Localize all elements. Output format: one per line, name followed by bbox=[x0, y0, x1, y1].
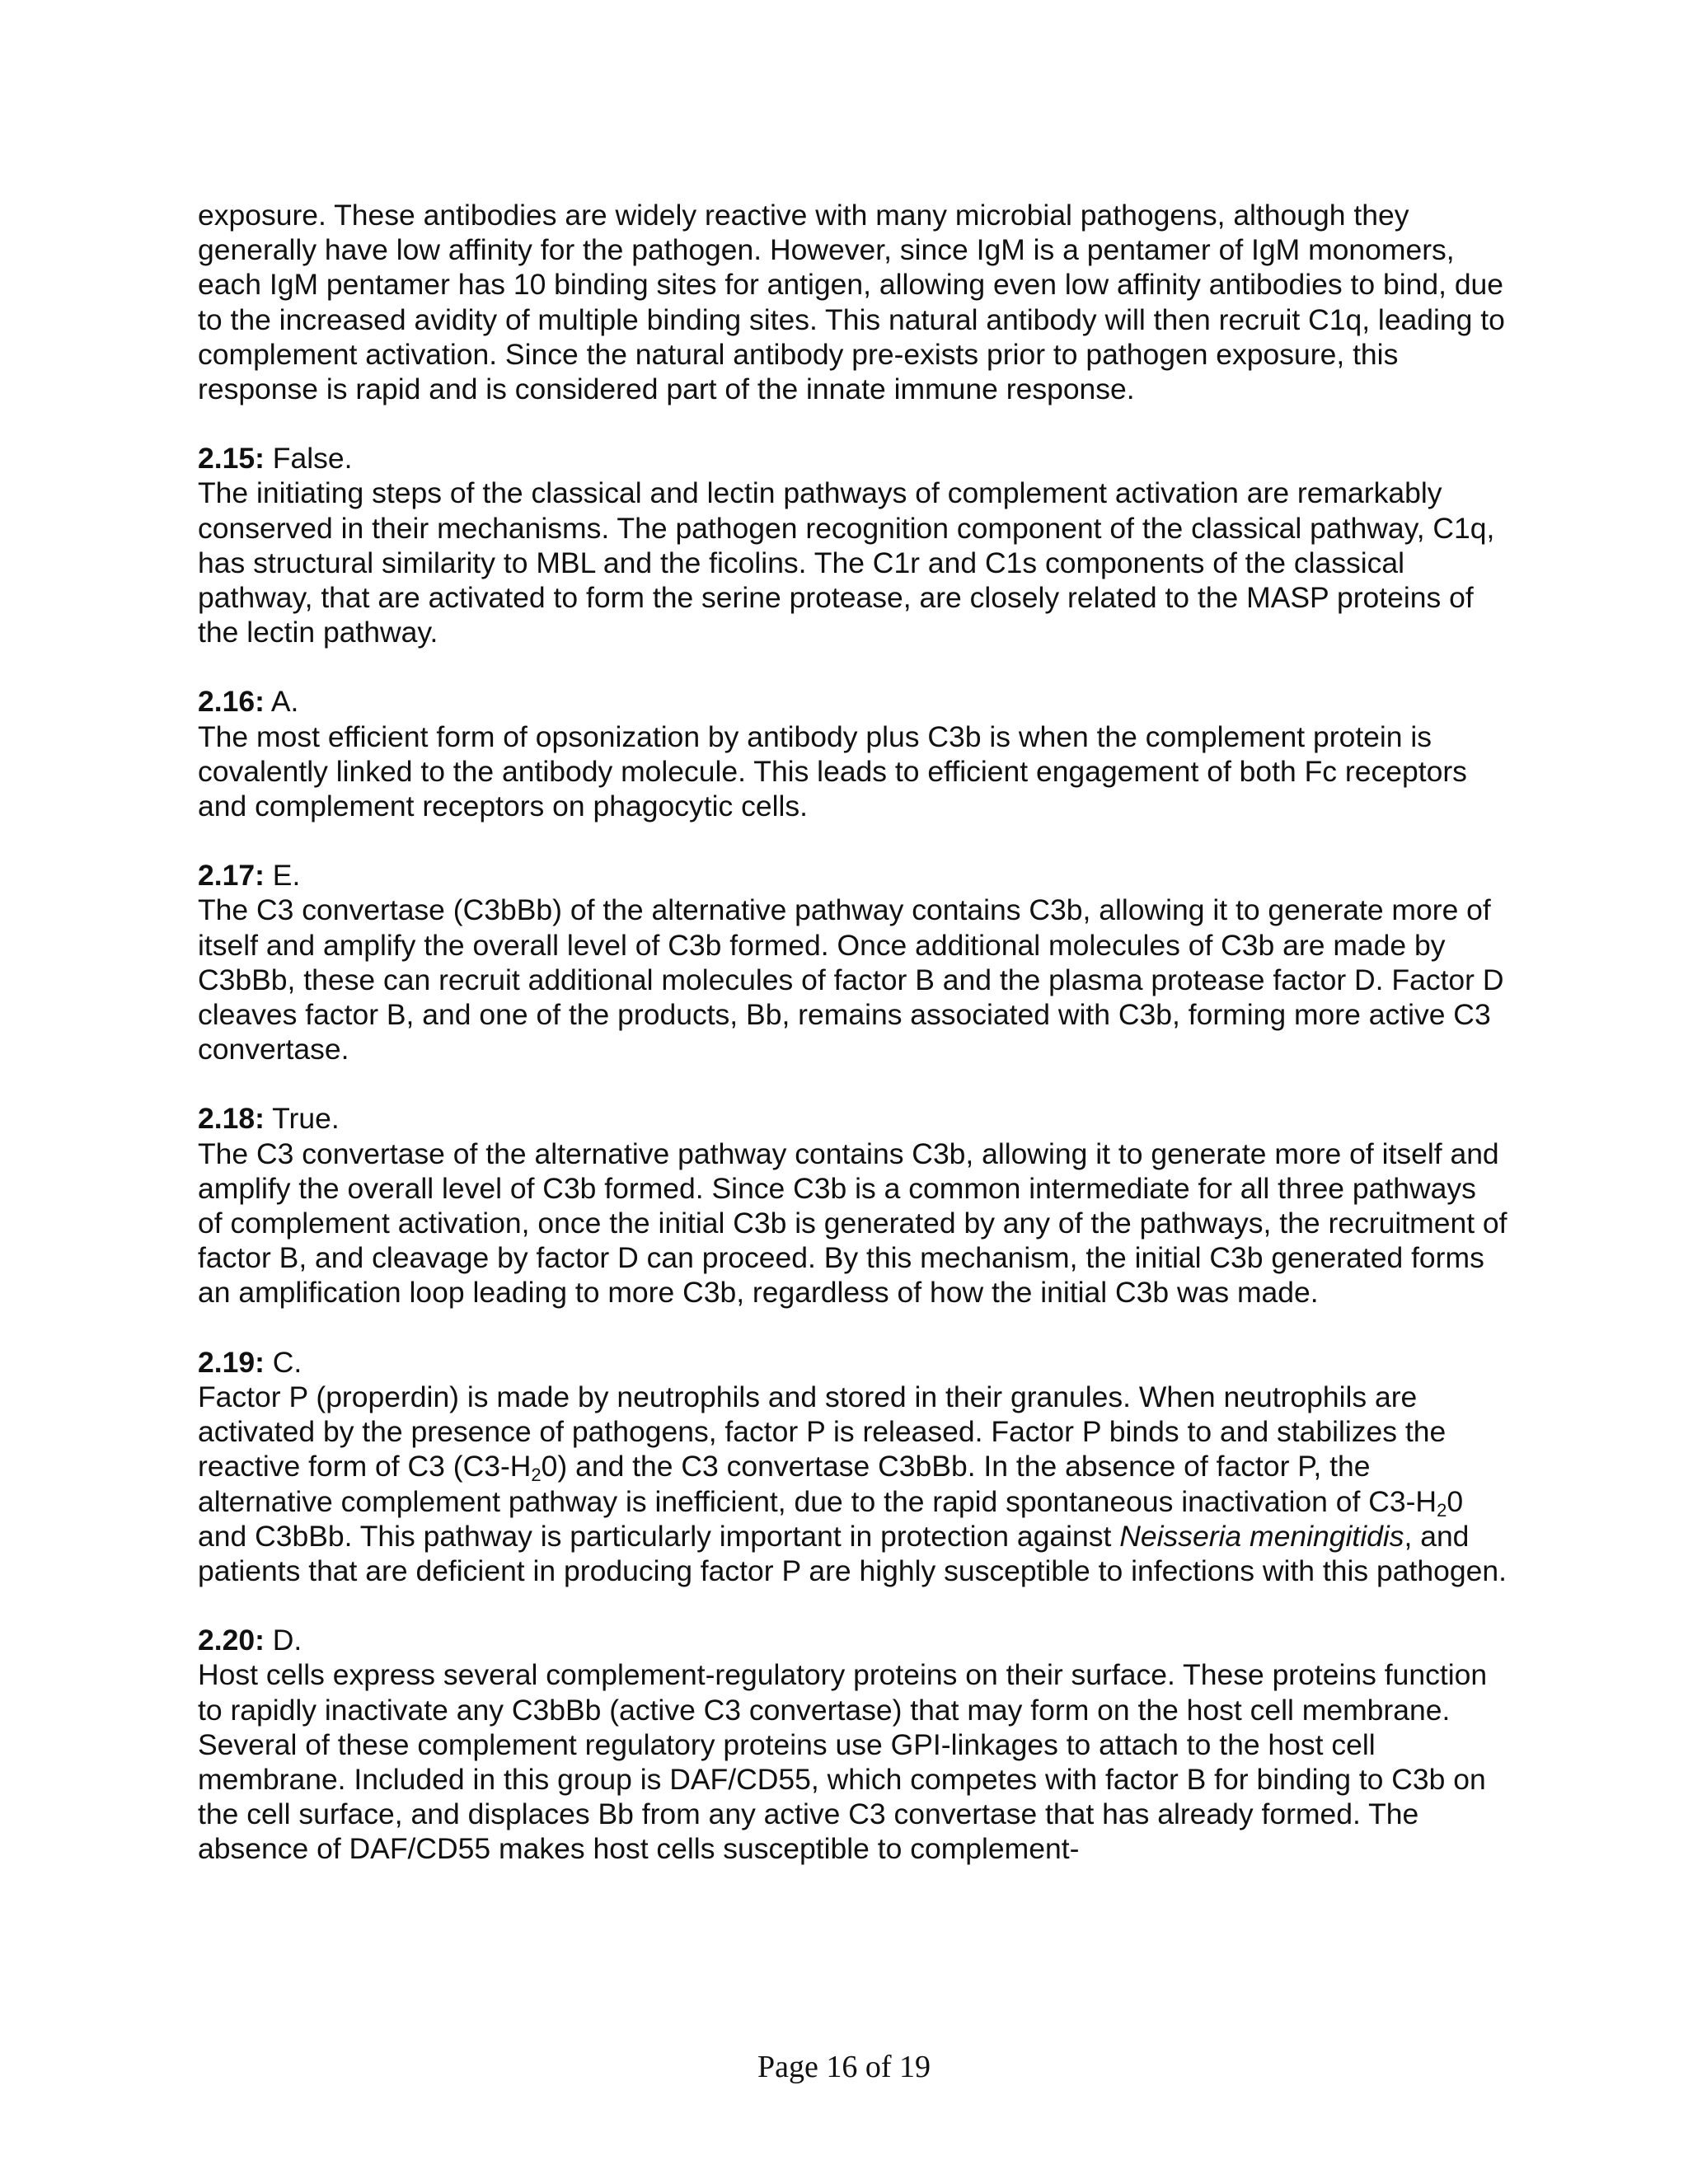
answer-heading bbox=[198, 1623, 1508, 1657]
answer-explanation: The initiating steps of the classical and lectin pathways of complement activation are remarkably conserved in their mechanisms. The pathogen recognition component of the classical pathway, C1q, has structural similarity to MBL and the ficolins. The C1r and C1s components of the classical pathway, that are activated to form the serine protease, are closely related to the MASP proteins of the lectin pathway. bbox=[198, 476, 1495, 649]
answer-number: 2.18: bbox=[198, 1102, 265, 1136]
answer-2-18 bbox=[198, 1101, 1508, 1310]
answer-explanation: The C3 convertase (C3bBb) of the alternative pathway contains C3b, allowing it to generate more of itself and amplify the overall level of C3b formed. Once additional molecules of C3b are made by C3bBb, these can recruit additional molecules of factor B and the plasma protease factor D. Factor D cleaves factor B, and one of the products, Bb, remains associated with C3b, forming more active C3 convertase. bbox=[198, 893, 1504, 1066]
answer-explanation: Host cells express several complement-regulatory proteins on their surface. These proteins function to rapidly inactivate any C3bBb (active C3 convertase) that may form on the host cell membrane. Several of these complement regulatory proteins use GPI-linkages to attach to the host cell membrane. Included in this group is DAF/CD55, which competes with factor B for binding to C3b on the cell surface, and displaces Bb from any active C3 convertase that has already formed. The absence of DAF/CD55 makes host cells susceptible to complement- bbox=[198, 1658, 1488, 1866]
answer-choice: D. bbox=[272, 1624, 302, 1657]
answer-choice: E. bbox=[272, 859, 301, 893]
answer-explanation: The most efficient form of opsonization by antibody plus C3b is when the complement protein is covalently linked to the antibody molecule. This leads to efficient engagement of both Fc receptors and complement receptors on phagocytic cells. bbox=[198, 719, 1467, 823]
answer-2-19 bbox=[198, 1345, 1508, 1588]
text-segment: 0) and the C3 convertase C3bBb. In the absence of factor P, the alternative complement pathway is inefficient, due to the rapid spontaneous inactivation of C3-H bbox=[198, 1450, 1437, 1518]
answer-heading bbox=[198, 1345, 1508, 1380]
answer-choice: True. bbox=[272, 1102, 340, 1136]
answer-choice: A. bbox=[270, 685, 299, 719]
subscript-two: 2 bbox=[531, 1465, 542, 1486]
answer-explanation: The C3 convertase of the alternative pathway contains C3b, allowing it to generate more of itself and amplify the overall level of C3b formed. Since C3b is a common intermediate for all three pathways of complement activation, once the initial C3b is generated by any of the pathways, the recruitment of factor B, and cleavage by factor D can proceed. By this mechanism, the initial C3b generated forms an amplification loop leading to more C3b, regardless of how the initial C3b was made. bbox=[198, 1137, 1507, 1310]
answer-2-15 bbox=[198, 441, 1508, 649]
answer-number: 2.15: bbox=[198, 442, 265, 476]
answer-heading bbox=[198, 684, 1508, 719]
answer-2-17 bbox=[198, 858, 1508, 1066]
intro-paragraph: exposure. These antibodies are widely reactive with many microbial pathogens, although they generally have low affinity for the pathogen. However, since IgM is a pentamer of IgM monomers, each IgM pentamer has 10 binding sites for antigen, allowing even low affinity antibodies to bind, due to the increased avidity of multiple binding sites. This natural antibody will then recruit C1q, leading to complement activation. Since the natural antibody pre-exists prior to pathogen exposure, this response is rapid and is considered part of the innate immune response. bbox=[198, 199, 1505, 406]
text-segment: Factor P (properdin) is made by neutrophils and stored in their granules. When neutrophils are activated by the presence of pathogens, factor P is released. Factor P binds to and stabilizes the reactive form of C3 (C3-H bbox=[198, 1380, 1447, 1483]
answer-heading bbox=[198, 1101, 1508, 1136]
subscript-two: 2 bbox=[1437, 1499, 1447, 1521]
answer-number: 2.20: bbox=[198, 1624, 265, 1657]
page-body bbox=[198, 198, 1508, 1901]
answer-2-16 bbox=[198, 684, 1508, 823]
answer-number: 2.19: bbox=[198, 1345, 265, 1379]
answer-number: 2.16: bbox=[198, 685, 265, 719]
answer-heading bbox=[198, 858, 1508, 893]
answer-heading bbox=[198, 441, 1508, 476]
answer-explanation bbox=[198, 1380, 1508, 1588]
answer-2-20 bbox=[198, 1623, 1508, 1866]
organism-name: Neisseria meningitidis bbox=[1119, 1519, 1404, 1553]
answer-number: 2.17: bbox=[198, 859, 265, 893]
answer-choice: C. bbox=[272, 1345, 302, 1379]
page-number-footer: Page 16 of 19 bbox=[757, 2050, 931, 2084]
text-segment: , and patients that are deficient in producing factor P are highly susceptible to infections with this pathogen. bbox=[198, 1519, 1507, 1587]
answer-choice: False. bbox=[272, 442, 353, 476]
text-segment: 0 and C3bBb. This pathway is particularly important in protection against bbox=[198, 1484, 1464, 1553]
